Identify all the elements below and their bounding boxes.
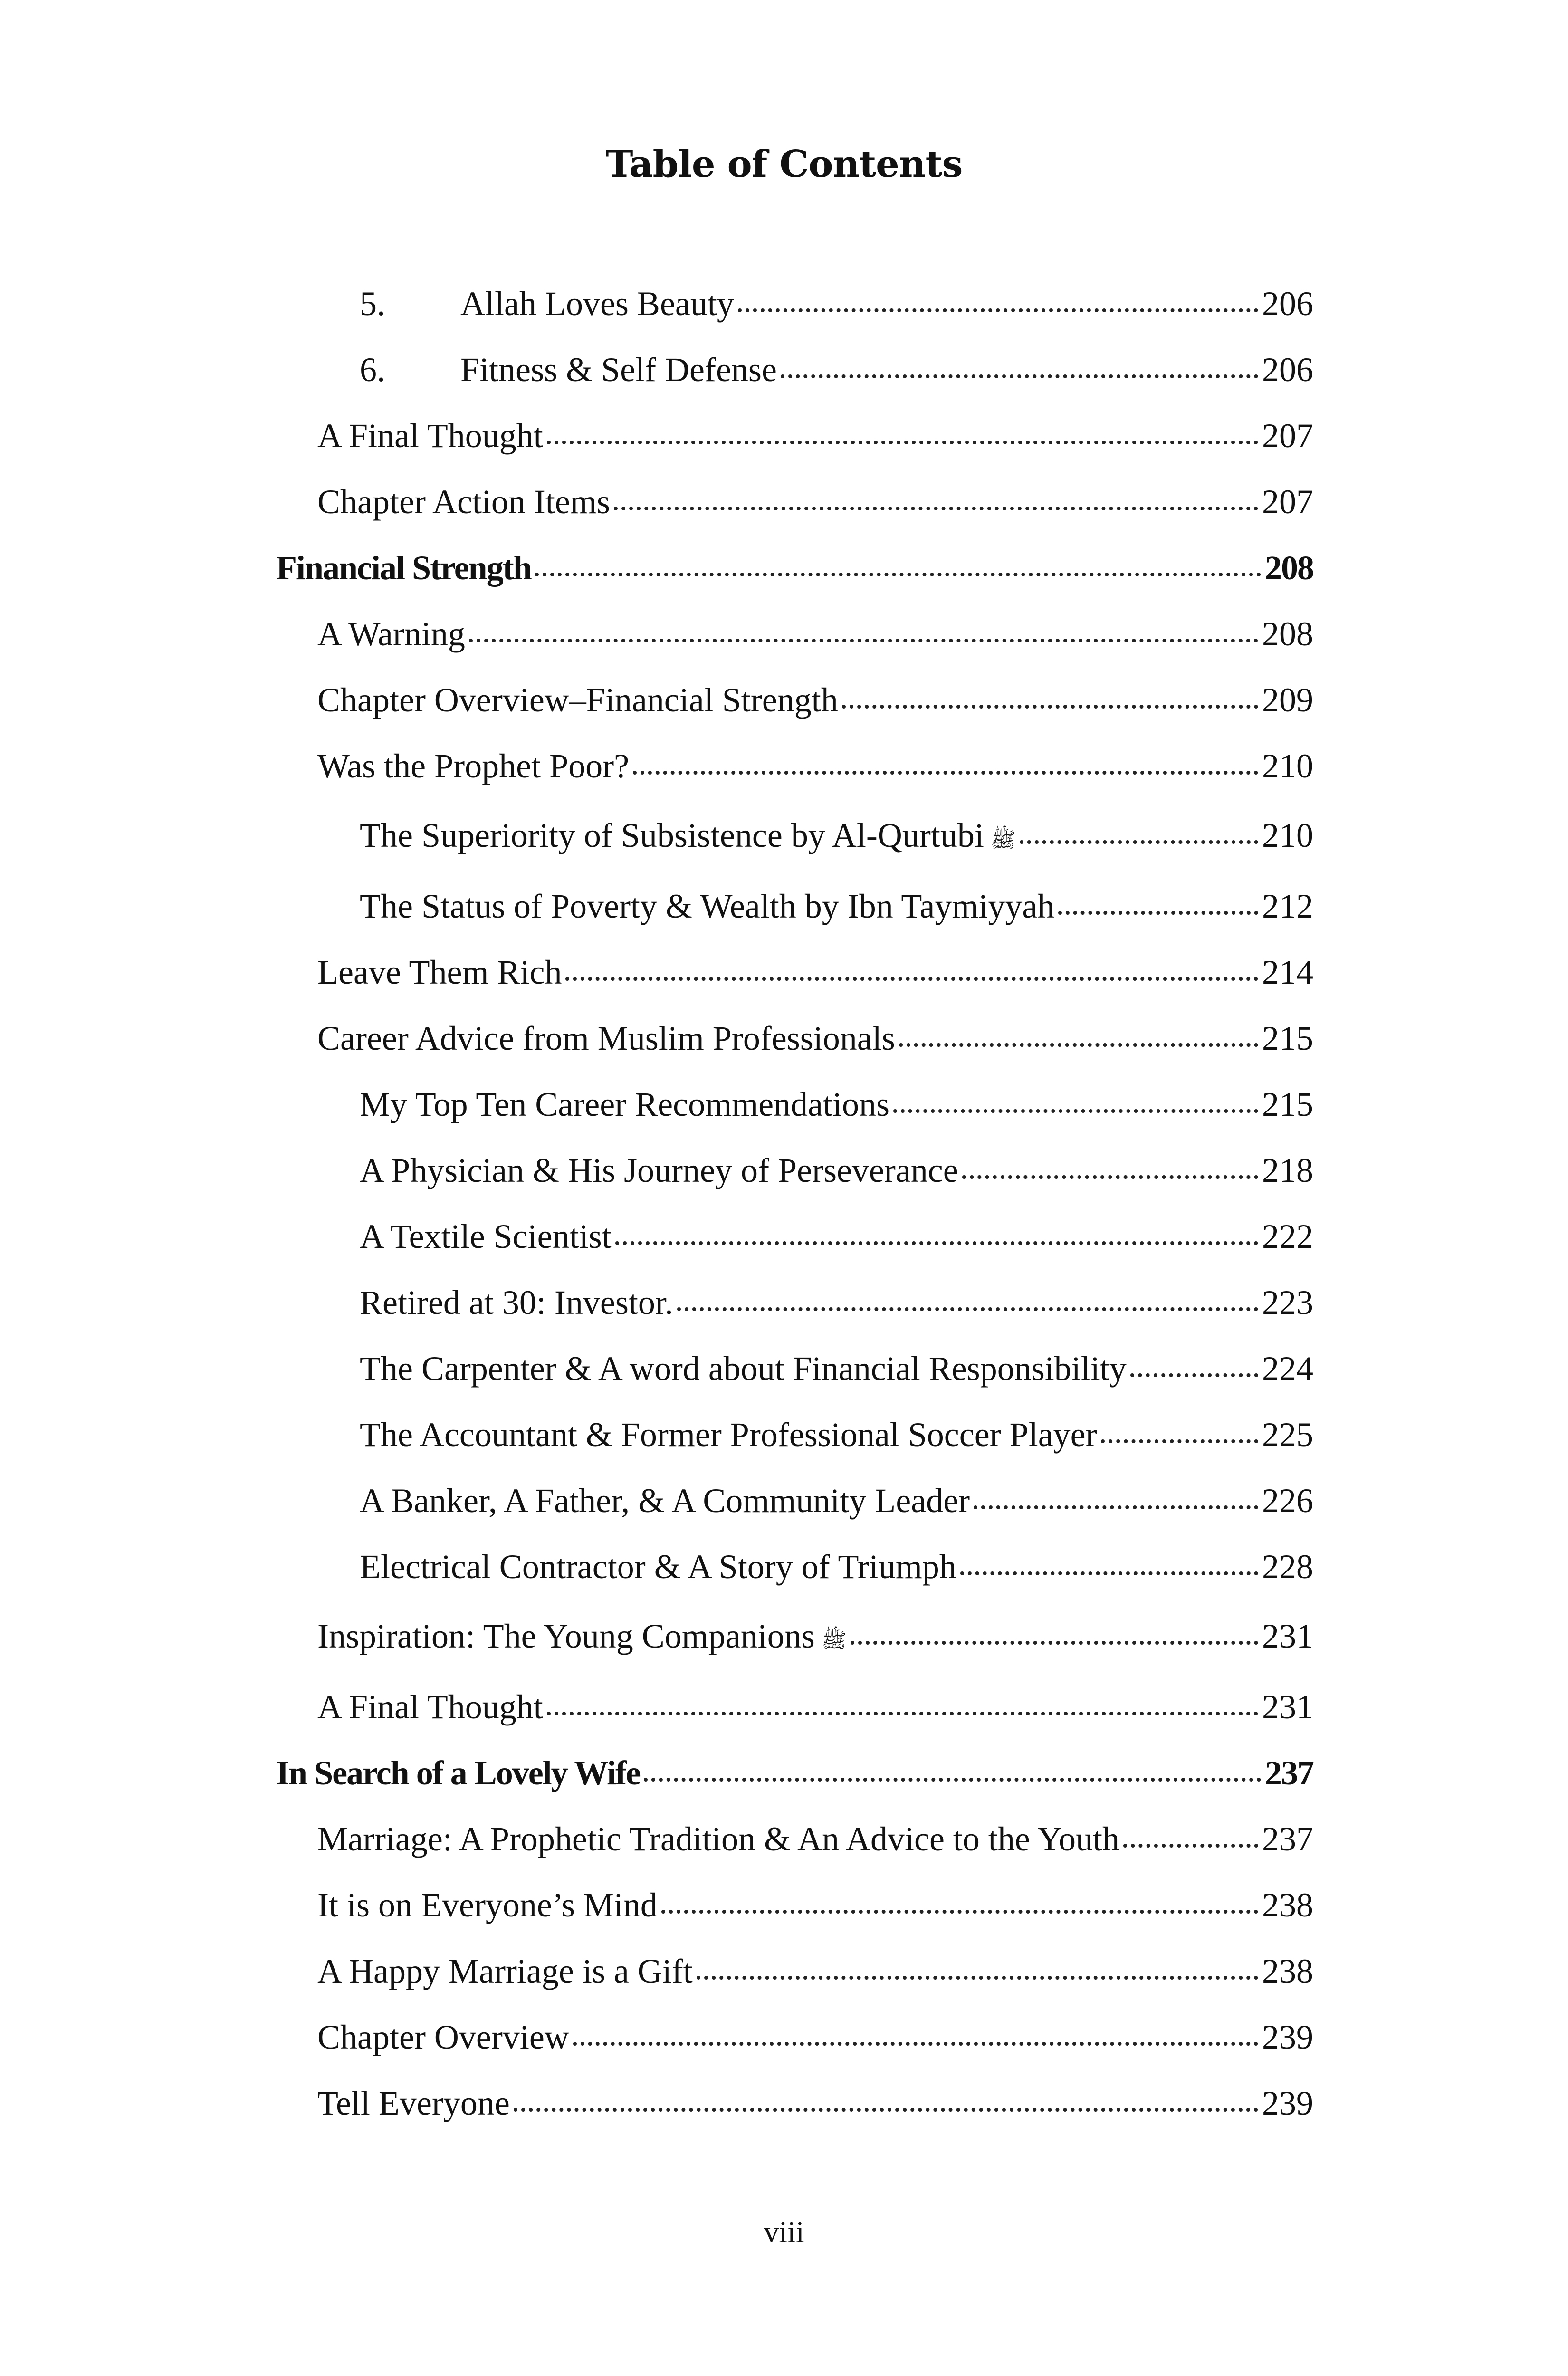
toc-dot-leader — [781, 374, 1258, 378]
toc-entry-title: My Top Ten Career Recommendations — [360, 1085, 890, 1123]
toc-entry-title: The Carpenter & A word about Financial Responsibility — [360, 1350, 1127, 1388]
toc-page-number: 228 — [1262, 1548, 1313, 1586]
toc-entry — [360, 818, 1313, 853]
toc-entry — [360, 1550, 1313, 1584]
toc-page-number: 208 — [1265, 549, 1313, 587]
toc-entry — [317, 1619, 1313, 1653]
toc-dot-leader — [738, 308, 1258, 312]
toc-entry — [317, 955, 1313, 989]
toc-entry — [360, 1484, 1313, 1518]
toc-dot-leader — [614, 507, 1258, 510]
toc-entry-title: Inspiration: The Young Companions — [317, 1617, 815, 1655]
toc-entry-title: Fitness & Self Defense — [460, 351, 777, 389]
toc-page-number: 215 — [1262, 1085, 1313, 1123]
toc-dot-leader — [697, 1976, 1258, 1980]
honorific-glyph: ﷺ — [990, 828, 1016, 852]
toc-dot-leader — [573, 2042, 1258, 2046]
toc-entry-number: 5. — [360, 285, 385, 323]
toc-entry-title: Tell Everyone — [317, 2084, 510, 2122]
toc-chapter-entry — [276, 1756, 1313, 1790]
toc-page-number: 215 — [1262, 1019, 1313, 1057]
toc-dot-leader — [565, 977, 1258, 981]
toc-dot-leader — [851, 1641, 1258, 1645]
toc-entry-title: A Final Thought — [317, 1688, 543, 1726]
toc-entry — [360, 353, 1313, 387]
toc-page-number: 237 — [1262, 1820, 1313, 1858]
toc-dot-leader — [899, 1043, 1258, 1047]
toc-entry-title: Allah Loves Beauty — [460, 285, 734, 323]
toc-entry — [360, 1087, 1313, 1121]
toc-page-number: 206 — [1262, 351, 1313, 389]
toc-page-number: 225 — [1262, 1416, 1313, 1454]
toc-entry-number: 6. — [360, 351, 385, 389]
toc-page-number: 226 — [1262, 1482, 1313, 1520]
toc-entry — [317, 2086, 1313, 2120]
toc-entry-title: Chapter Action Items — [317, 483, 610, 521]
toc-entry-title: Chapter Overview–Financial Strength — [317, 681, 838, 719]
toc-dot-leader — [677, 1307, 1258, 1311]
toc-entry-title: Leave Them Rich — [317, 953, 562, 991]
toc-entry-title: Was the Prophet Poor? — [317, 747, 630, 785]
toc-dot-leader — [615, 1241, 1258, 1245]
toc-dot-leader — [633, 771, 1258, 775]
toc-page-number: 239 — [1262, 2018, 1313, 2056]
toc-entry-title: The Accountant & Former Professional Soccer Player — [360, 1416, 1097, 1454]
toc-entry-title: A Happy Marriage is a Gift — [317, 1952, 693, 1990]
toc-entry-title: A Banker, A Father, & A Community Leader — [360, 1482, 970, 1520]
toc-entry — [317, 683, 1313, 717]
toc-dot-leader — [1020, 840, 1258, 844]
toc-page-number: 206 — [1262, 285, 1313, 323]
toc-chapter-title: Financial Strength — [276, 549, 531, 587]
toc-entry-title: A Physician & His Journey of Perseverance — [360, 1151, 958, 1189]
toc-entry-title: The Superiority of Subsistence by Al-Qurtubi — [360, 816, 984, 854]
toc-entry — [360, 1219, 1313, 1254]
toc-entry-title: A Textile Scientist — [360, 1217, 612, 1255]
toc-entry — [317, 617, 1313, 651]
toc-entry-title: The Status of Poverty & Wealth by Ibn Taymiyyah — [360, 887, 1055, 925]
toc-dot-leader — [644, 1778, 1261, 1782]
toc-dot-leader — [547, 441, 1258, 444]
toc-dot-leader — [962, 1175, 1258, 1179]
toc-entry — [317, 1822, 1313, 1856]
toc-entry — [317, 1690, 1313, 1724]
toc-entry-title: Career Advice from Muslim Professionals — [317, 1019, 895, 1057]
toc-entry — [317, 1021, 1313, 1055]
toc-page-number: 223 — [1262, 1284, 1313, 1322]
toc-dot-leader — [842, 705, 1258, 709]
toc-dot-leader — [469, 639, 1258, 642]
toc-entry — [317, 1954, 1313, 1988]
toc-entry-title: Retired at 30: Investor. — [360, 1284, 673, 1322]
toc-entry — [317, 1888, 1313, 1922]
toc-page-number: 209 — [1262, 681, 1313, 719]
toc-page-number: 239 — [1262, 2084, 1313, 2122]
toc-chapter-title: In Search of a Lovely Wife — [276, 1754, 641, 1792]
toc-page-number: 238 — [1262, 1886, 1313, 1924]
toc-page-number: 238 — [1262, 1952, 1313, 1990]
toc-page-number: 207 — [1262, 417, 1313, 455]
toc-dot-leader — [960, 1571, 1258, 1575]
toc-page-number: 212 — [1262, 887, 1313, 925]
toc-entry — [360, 287, 1313, 321]
toc-entry — [317, 749, 1313, 783]
toc-page-number: 218 — [1262, 1151, 1313, 1189]
toc-entry-title: Electrical Contractor & A Story of Triumph — [360, 1548, 956, 1586]
toc-entry — [360, 889, 1313, 923]
toc-entry — [317, 2020, 1313, 2054]
toc-page-number: 208 — [1262, 615, 1313, 653]
toc-chapter-entry — [276, 551, 1313, 585]
toc-entry-title: It is on Everyone’s Mind — [317, 1886, 658, 1924]
toc-dot-leader — [974, 1505, 1258, 1509]
toc-dot-leader — [1123, 1844, 1258, 1848]
toc-page-number: 210 — [1262, 816, 1313, 854]
page-title: Table of Contents — [605, 143, 963, 186]
toc-dot-leader — [514, 2108, 1258, 2112]
toc-entry-title: Marriage: A Prophetic Tradition & An Advice to the Youth — [317, 1820, 1119, 1858]
toc-page-number: 224 — [1262, 1350, 1313, 1388]
toc-entry — [317, 419, 1313, 453]
toc-page-number: 231 — [1262, 1688, 1313, 1726]
toc-entry-title: Chapter Overview — [317, 2018, 569, 2056]
page-number: viii — [764, 2215, 804, 2249]
toc-page-number: 237 — [1265, 1754, 1313, 1792]
toc-dot-leader — [661, 1910, 1258, 1914]
toc-entry-title: A Final Thought — [317, 417, 543, 455]
toc-page-number: 207 — [1262, 483, 1313, 521]
toc-dot-leader — [547, 1712, 1258, 1715]
toc-dot-leader — [1101, 1439, 1258, 1443]
toc-page-number: 231 — [1262, 1617, 1313, 1655]
toc-page-number: 222 — [1262, 1217, 1313, 1255]
toc-page-number: 210 — [1262, 747, 1313, 785]
toc-entry — [360, 1418, 1313, 1452]
toc-entry — [360, 1351, 1313, 1386]
toc-entry — [360, 1285, 1313, 1320]
toc-dot-leader — [535, 573, 1261, 576]
toc-dot-leader — [893, 1109, 1258, 1113]
toc-dot-leader — [1130, 1373, 1258, 1377]
honorific-glyph: ﷺ — [821, 1629, 847, 1653]
toc-dot-leader — [1058, 911, 1258, 915]
toc-page-number: 214 — [1262, 953, 1313, 991]
toc-entry — [317, 485, 1313, 519]
toc-entry — [360, 1153, 1313, 1188]
toc-entry-title: A Warning — [317, 615, 465, 653]
